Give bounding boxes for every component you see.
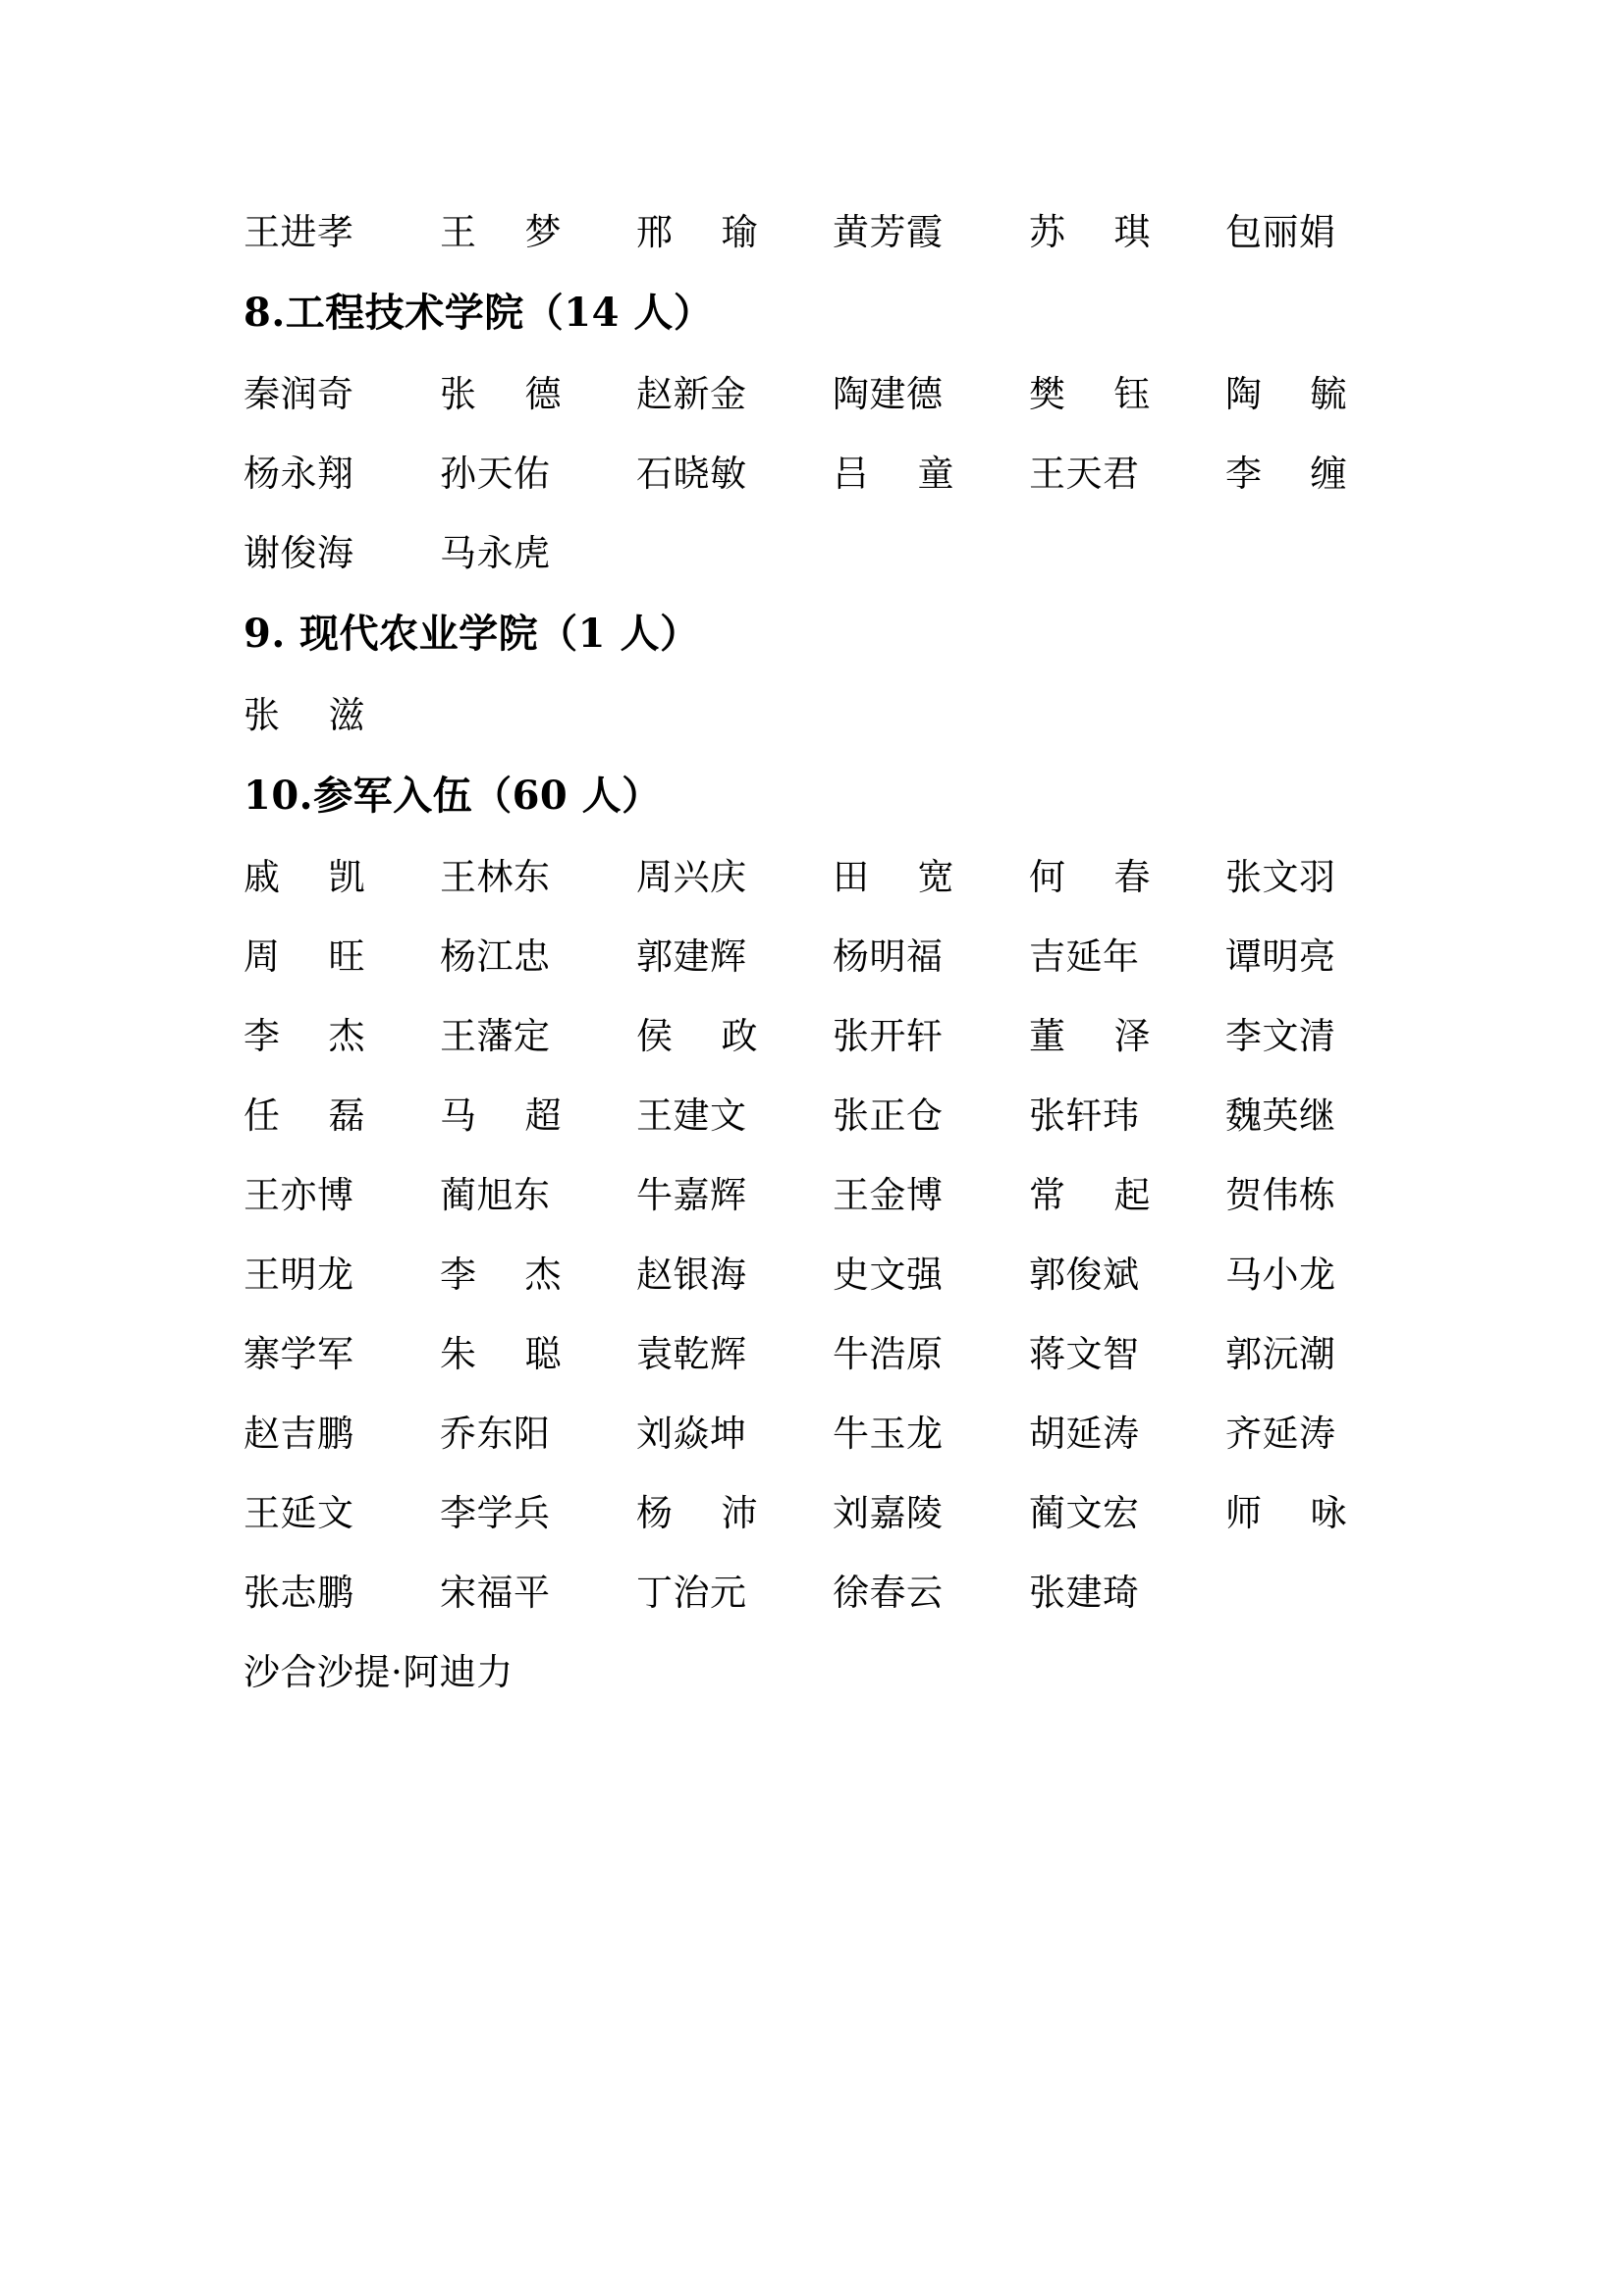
name-entry — [1029, 434, 1225, 513]
name-entry — [1029, 996, 1225, 1076]
name-entry — [1225, 434, 1422, 513]
name-text: 秦润奇 — [244, 373, 354, 415]
name-entry — [440, 917, 636, 996]
name-row — [244, 1553, 1382, 1632]
name-text: 戚凯 — [244, 856, 365, 898]
name-entry — [1225, 1394, 1422, 1473]
name-entry — [244, 1632, 568, 1712]
name-entry — [440, 1394, 636, 1473]
name-text: 田宽 — [833, 856, 954, 898]
name-text: 牛玉龙 — [833, 1413, 944, 1455]
name-text: 李文清 — [1225, 1015, 1336, 1057]
name-text: 杨永翔 — [244, 453, 354, 495]
name-entry — [833, 1314, 1029, 1394]
name-entry — [244, 1076, 440, 1155]
name-text: 宋福平 — [440, 1572, 551, 1614]
name-entry — [244, 1155, 440, 1235]
name-text: 董泽 — [1029, 1015, 1151, 1057]
name-text: 郭建辉 — [636, 935, 747, 978]
name-entry — [833, 434, 1029, 513]
name-text: 朱聪 — [440, 1333, 562, 1375]
name-entry — [636, 1553, 833, 1632]
name-entry — [440, 1155, 636, 1235]
name-entry — [636, 1155, 833, 1235]
name-row — [244, 1314, 1382, 1394]
name-text: 王天君 — [1029, 453, 1140, 495]
name-text: 王延文 — [244, 1492, 354, 1534]
name-entry — [833, 1394, 1029, 1473]
name-text: 谢俊海 — [244, 532, 354, 574]
name-text: 蒋文智 — [1029, 1333, 1140, 1375]
name-text: 李杰 — [244, 1015, 365, 1057]
name-entry — [1029, 1473, 1225, 1553]
name-entry — [833, 1235, 1029, 1314]
name-entry — [1225, 1155, 1422, 1235]
name-entry — [1029, 1076, 1225, 1155]
name-entry — [244, 675, 440, 755]
name-entry — [833, 354, 1029, 434]
name-text: 魏英继 — [1225, 1095, 1336, 1137]
name-text: 张志鹏 — [244, 1572, 354, 1614]
name-text: 石晓敏 — [636, 453, 747, 495]
name-entry — [636, 837, 833, 917]
name-text: 赵吉鹏 — [244, 1413, 354, 1455]
name-text: 王藩定 — [440, 1015, 551, 1057]
name-text: 何春 — [1029, 856, 1151, 898]
name-text: 周旺 — [244, 935, 365, 978]
name-row — [244, 434, 1382, 513]
name-entry — [636, 1235, 833, 1314]
name-entry — [1029, 917, 1225, 996]
name-text: 包丽娟 — [1225, 211, 1336, 253]
name-entry — [440, 1314, 636, 1394]
name-entry — [440, 1553, 636, 1632]
name-text: 张文羽 — [1225, 856, 1336, 898]
name-row — [244, 675, 1382, 755]
name-entry — [440, 837, 636, 917]
name-row — [244, 354, 1382, 434]
name-text: 王建文 — [636, 1095, 747, 1137]
name-entry — [440, 354, 636, 434]
name-entry — [244, 837, 440, 917]
name-row — [244, 837, 1382, 917]
name-entry — [833, 1076, 1029, 1155]
name-text: 寨学军 — [244, 1333, 354, 1375]
name-text: 蔺旭东 — [440, 1174, 551, 1216]
name-entry — [833, 1473, 1029, 1553]
name-text: 齐延涛 — [1225, 1413, 1336, 1455]
name-entry — [1225, 917, 1422, 996]
section-heading-engineering: 8.工程技术学院（14 人） — [244, 290, 714, 336]
name-row — [244, 996, 1382, 1076]
name-entry — [1225, 1235, 1422, 1314]
name-entry — [636, 996, 833, 1076]
name-row — [244, 1155, 1382, 1235]
name-text: 黄芳霞 — [833, 211, 944, 253]
name-text: 吕童 — [833, 453, 954, 495]
name-entry — [1029, 1235, 1225, 1314]
name-entry — [636, 1394, 833, 1473]
name-entry — [833, 917, 1029, 996]
name-row — [244, 1235, 1382, 1314]
name-row — [244, 917, 1382, 996]
name-text: 牛浩原 — [833, 1333, 944, 1375]
name-text: 李学兵 — [440, 1492, 551, 1534]
name-text: 张轩玮 — [1029, 1095, 1140, 1137]
name-row — [244, 192, 1382, 272]
name-text: 杨江忠 — [440, 935, 551, 978]
name-entry — [1029, 1314, 1225, 1394]
name-entry — [244, 996, 440, 1076]
name-text: 袁乾辉 — [636, 1333, 747, 1375]
name-entry — [440, 192, 636, 272]
name-text: 李杰 — [440, 1254, 562, 1296]
name-entry — [1225, 837, 1422, 917]
name-entry — [636, 917, 833, 996]
name-entry — [636, 434, 833, 513]
name-entry — [1029, 1394, 1225, 1473]
name-entry — [244, 1473, 440, 1553]
name-text: 刘焱坤 — [636, 1413, 747, 1455]
name-text: 乔东阳 — [440, 1413, 551, 1455]
name-entry — [244, 1553, 440, 1632]
name-entry — [244, 513, 440, 593]
section-heading-modern-agriculture: 9. 现代农业学院（1 人） — [244, 611, 700, 657]
name-text: 王金博 — [833, 1174, 944, 1216]
name-text: 胡延涛 — [1029, 1413, 1140, 1455]
name-text: 任磊 — [244, 1095, 365, 1137]
name-text: 苏琪 — [1029, 211, 1151, 253]
name-entry — [833, 192, 1029, 272]
name-text: 张开轩 — [833, 1015, 944, 1057]
name-entry — [440, 1235, 636, 1314]
name-text: 吉延年 — [1029, 935, 1140, 978]
name-text: 刘嘉陵 — [833, 1492, 944, 1534]
name-entry — [440, 434, 636, 513]
name-text: 李缠 — [1225, 453, 1347, 495]
name-text: 王明龙 — [244, 1254, 354, 1296]
name-text: 蔺文宏 — [1029, 1492, 1140, 1534]
name-entry — [636, 354, 833, 434]
name-entry — [244, 917, 440, 996]
name-text: 赵新金 — [636, 373, 747, 415]
name-row — [244, 513, 1382, 593]
name-entry — [1029, 1155, 1225, 1235]
name-text: 徐春云 — [833, 1572, 944, 1614]
name-text: 张德 — [440, 373, 562, 415]
name-entry — [833, 996, 1029, 1076]
document-body — [244, 192, 1382, 1712]
name-text: 贺伟栋 — [1225, 1174, 1336, 1216]
name-text: 赵银海 — [636, 1254, 747, 1296]
name-text: 史文强 — [833, 1254, 944, 1296]
name-entry — [244, 1314, 440, 1394]
name-entry — [833, 837, 1029, 917]
name-row — [244, 1473, 1382, 1553]
name-row — [244, 1076, 1382, 1155]
name-entry — [244, 1394, 440, 1473]
name-entry — [636, 192, 833, 272]
name-text: 王亦博 — [244, 1174, 354, 1216]
name-entry — [833, 1553, 1029, 1632]
name-text: 张正仓 — [833, 1095, 944, 1137]
name-text: 杨沛 — [636, 1492, 758, 1534]
name-text: 丁治元 — [636, 1572, 747, 1614]
name-entry — [1225, 1076, 1422, 1155]
name-entry — [244, 354, 440, 434]
name-text: 陶毓 — [1225, 373, 1347, 415]
name-entry — [1225, 1473, 1422, 1553]
name-row — [244, 1632, 1382, 1712]
name-entry — [1029, 1553, 1225, 1632]
name-text: 郭俊斌 — [1029, 1254, 1140, 1296]
name-entry — [636, 1076, 833, 1155]
name-text: 王梦 — [440, 211, 562, 253]
name-text: 王进孝 — [244, 211, 354, 253]
name-text: 谭明亮 — [1225, 935, 1336, 978]
name-text: 侯政 — [636, 1015, 758, 1057]
name-entry — [1225, 192, 1422, 272]
name-text: 郭沅潮 — [1225, 1333, 1336, 1375]
name-entry — [440, 996, 636, 1076]
name-text: 马小龙 — [1225, 1254, 1336, 1296]
name-entry — [636, 1314, 833, 1394]
name-text: 孙天佑 — [440, 453, 551, 495]
name-entry — [440, 1473, 636, 1553]
name-text: 周兴庆 — [636, 856, 747, 898]
name-entry — [833, 1155, 1029, 1235]
name-entry — [1029, 837, 1225, 917]
name-text: 师咏 — [1225, 1492, 1347, 1534]
name-entry — [440, 513, 636, 593]
name-entry — [1029, 354, 1225, 434]
name-text: 邢瑜 — [636, 211, 758, 253]
name-text: 牛嘉辉 — [636, 1174, 747, 1216]
name-text: 马超 — [440, 1095, 562, 1137]
name-entry — [244, 1235, 440, 1314]
name-entry — [1029, 192, 1225, 272]
name-entry — [1225, 354, 1422, 434]
name-text: 樊钰 — [1029, 373, 1151, 415]
name-text: 沙合沙提·阿迪力 — [244, 1651, 514, 1693]
section-heading-military-enlistment: 10.参军入伍（60 人） — [244, 773, 662, 819]
name-text: 常起 — [1029, 1174, 1151, 1216]
name-row — [244, 1394, 1382, 1473]
name-entry — [1225, 1314, 1422, 1394]
name-text: 杨明福 — [833, 935, 944, 978]
name-entry — [1225, 996, 1422, 1076]
name-entry — [636, 1473, 833, 1553]
name-text: 张滋 — [244, 694, 365, 736]
name-entry — [244, 192, 440, 272]
name-text: 王林东 — [440, 856, 551, 898]
name-entry — [440, 1076, 636, 1155]
name-text: 陶建德 — [833, 373, 944, 415]
name-entry — [244, 434, 440, 513]
name-text: 张建琦 — [1029, 1572, 1140, 1614]
name-text: 马永虎 — [440, 532, 551, 574]
